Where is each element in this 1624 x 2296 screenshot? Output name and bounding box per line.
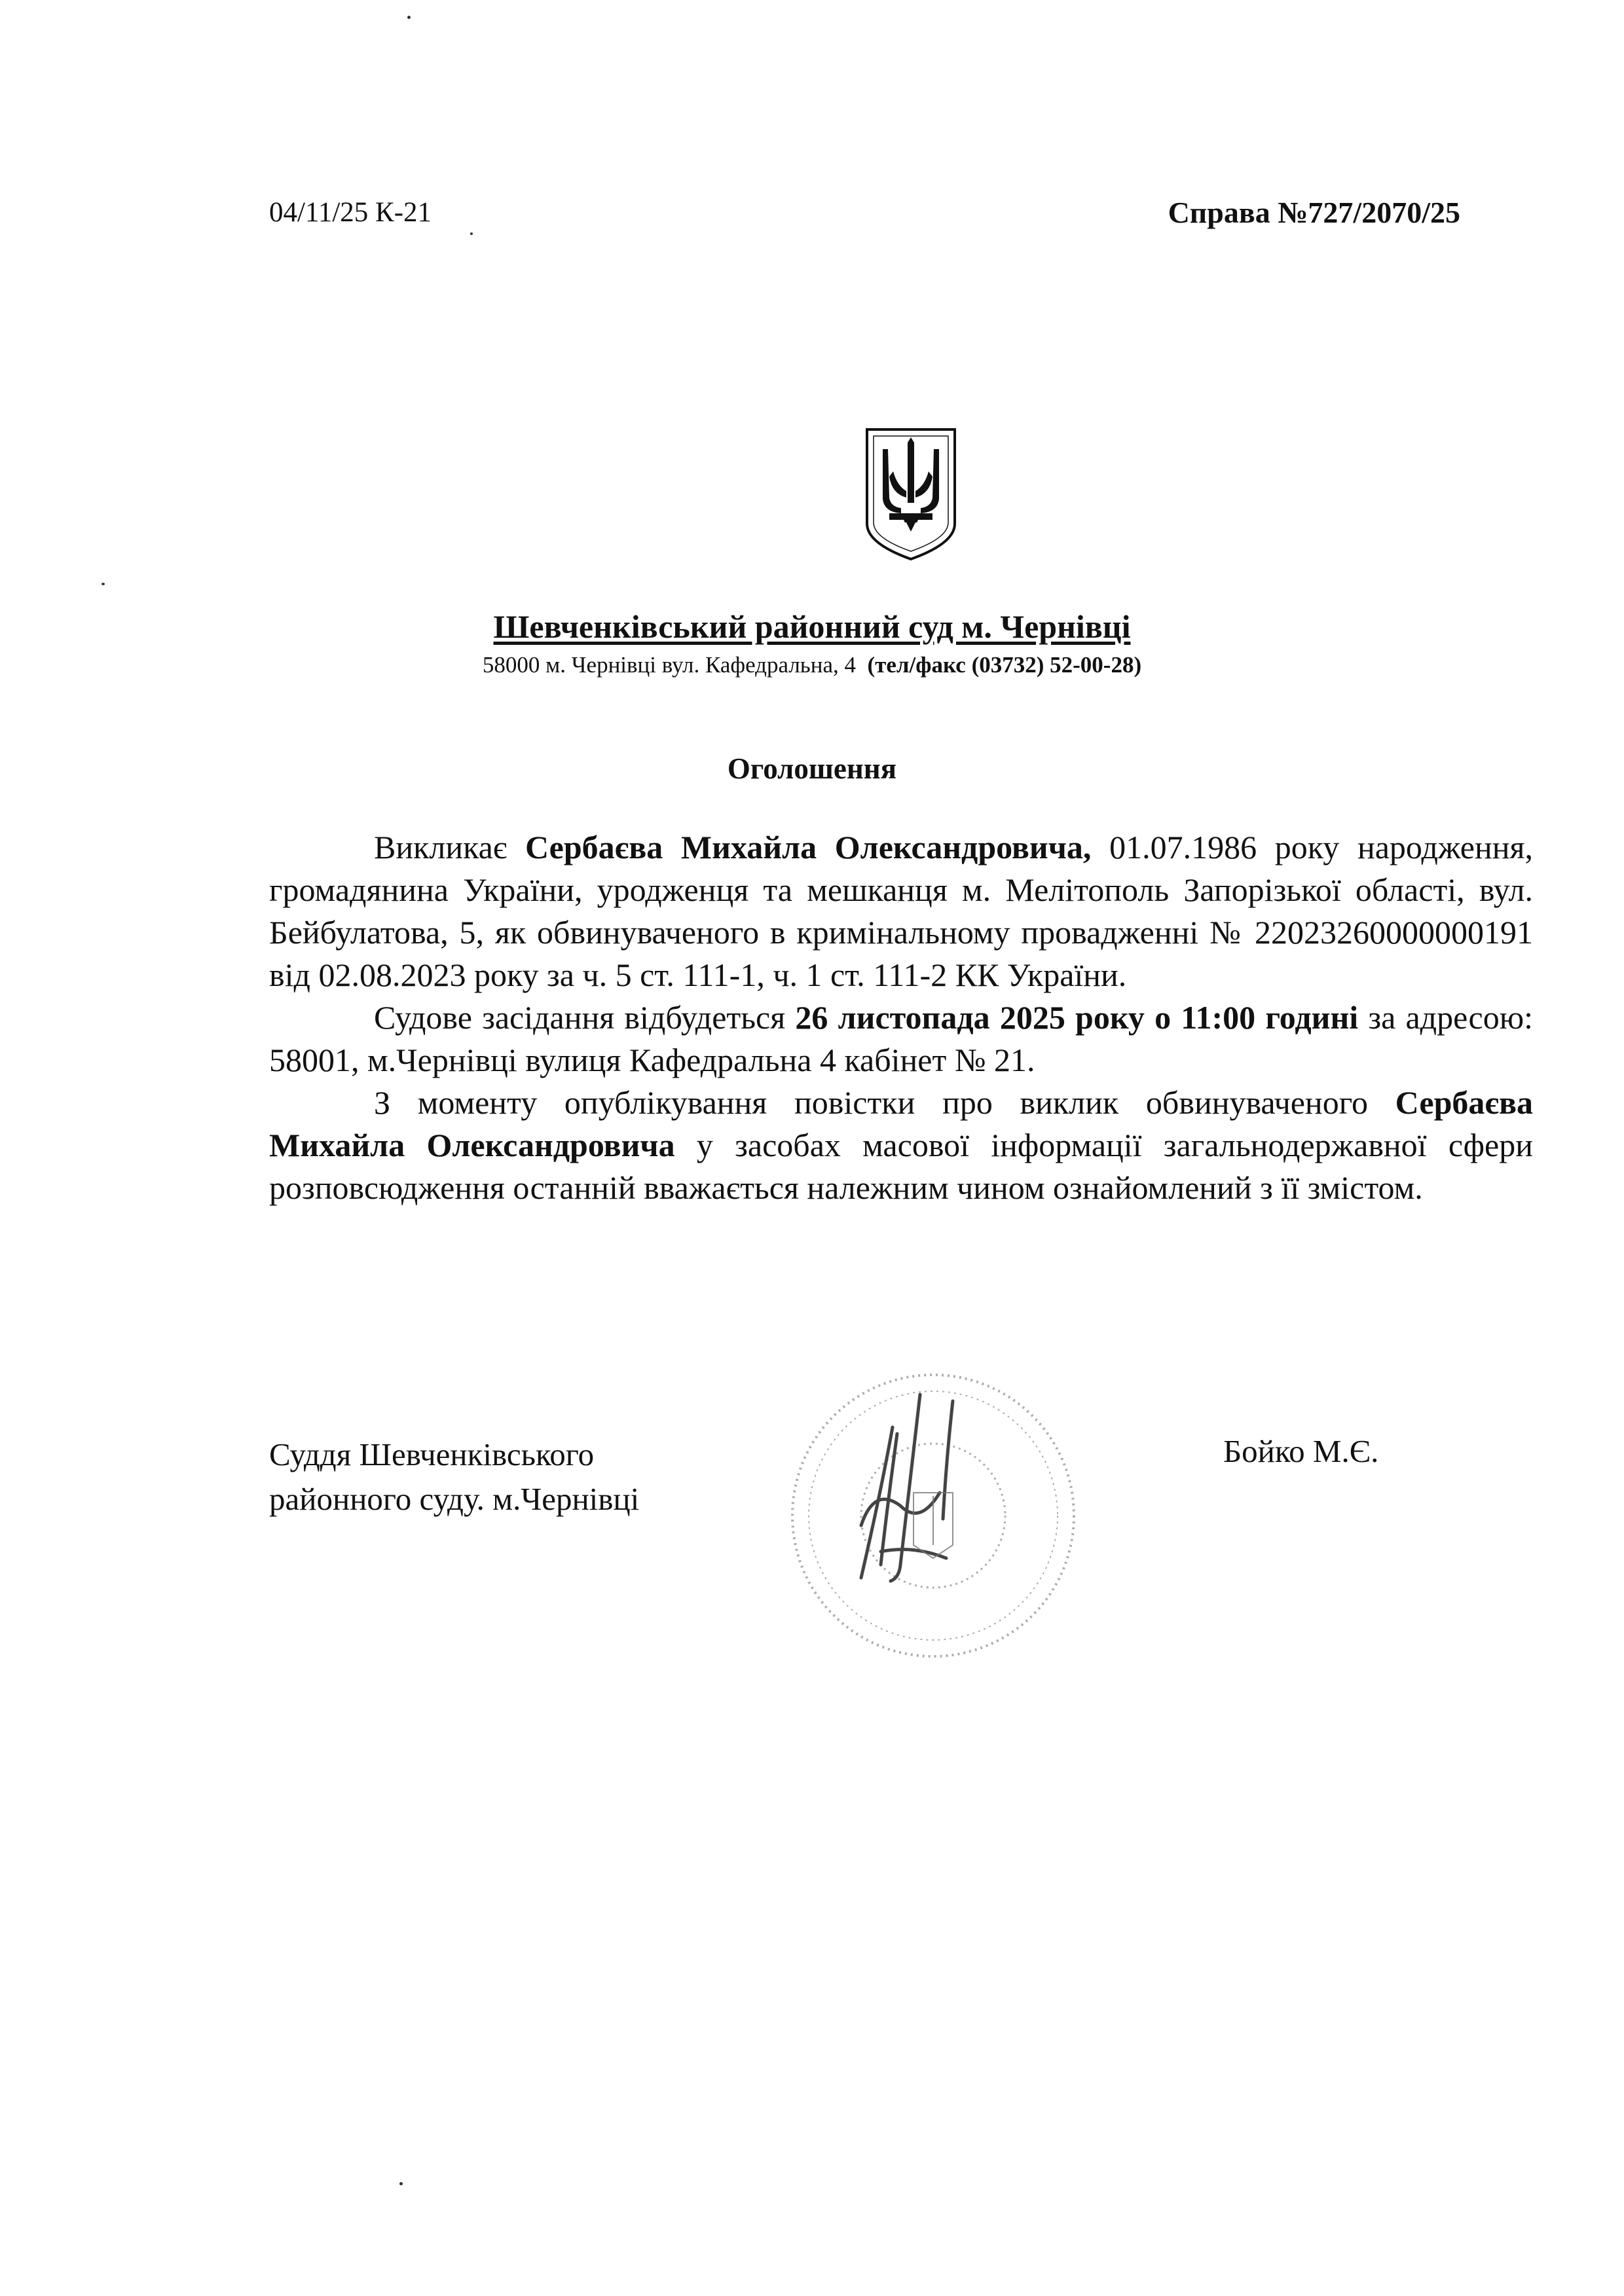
hearing-paragraph <box>269 996 1533 1082</box>
summons-paragraph <box>269 826 1533 996</box>
hearing-lead: Судове засідання відбудеться <box>374 999 796 1036</box>
accused-name: Сербаєва Михайла Олександровича, <box>525 829 1092 866</box>
court-address-line <box>0 652 1624 678</box>
scan-speck <box>470 232 473 235</box>
court-seal-stamp-icon <box>783 1362 1084 1669</box>
announcement-body <box>269 826 1533 1209</box>
case-number: Справа №727/2070/25 <box>1168 196 1460 229</box>
summons-details: 01.07.1986 року народження, громадянина України, уродженця та мешканця м. Мелітополь Запорізької області, вул. Бейбулатова, 5, як обвинуваченого в кримінальному провадженні № 22023260000000191 від 02.08.2023 року за ч. 5 ст. 111-1, ч. 1 ст. 111-2 КК України. <box>269 829 1533 993</box>
scan-speck <box>407 16 411 19</box>
scan-speck <box>101 583 105 585</box>
registration-number: 04/11/25 К-21 <box>269 197 432 228</box>
court-name: Шевченківський районний суд м. Чернівці <box>493 608 1131 645</box>
scan-speck <box>399 2182 403 2185</box>
tryzub-coat-of-arms-icon <box>863 426 959 562</box>
announcement-title: Оголошення <box>727 752 897 785</box>
court-phone: (тел/факс (03732) 52-00-28) <box>867 652 1142 678</box>
judge-name: Бойко М.Є. <box>1223 1433 1379 1469</box>
judge-title-block <box>269 1432 639 1522</box>
notice-paragraph <box>269 1082 1533 1209</box>
summons-lead: Викликає <box>374 829 525 866</box>
accused-name-repeat: Сербаєва Михайла Олександровича <box>269 1084 1533 1163</box>
handwritten-signature-icon <box>861 1394 953 1581</box>
court-address: 58000 м. Чернівці вул. Кафедральна, 4 <box>482 652 857 678</box>
judge-title-line1: Суддя Шевченківського <box>269 1436 595 1472</box>
hearing-address: за адресою: 58001, м.Чернівці вулиця Кафедральна 4 кабінет № 21. <box>269 999 1533 1078</box>
notice-lead: З моменту опублікування повістки про виклик обвинуваченого <box>374 1084 1395 1121</box>
notice-rest: у засобах масової інформації загальнодержавної сфери розповсюдження останній вважається належним чином ознайомлений з її змістом. <box>269 1127 1533 1206</box>
judge-title-line2: районного суду. м.Чернівці <box>269 1481 640 1517</box>
hearing-date: 26 листопада 2025 року о 11:00 годині <box>795 999 1359 1036</box>
